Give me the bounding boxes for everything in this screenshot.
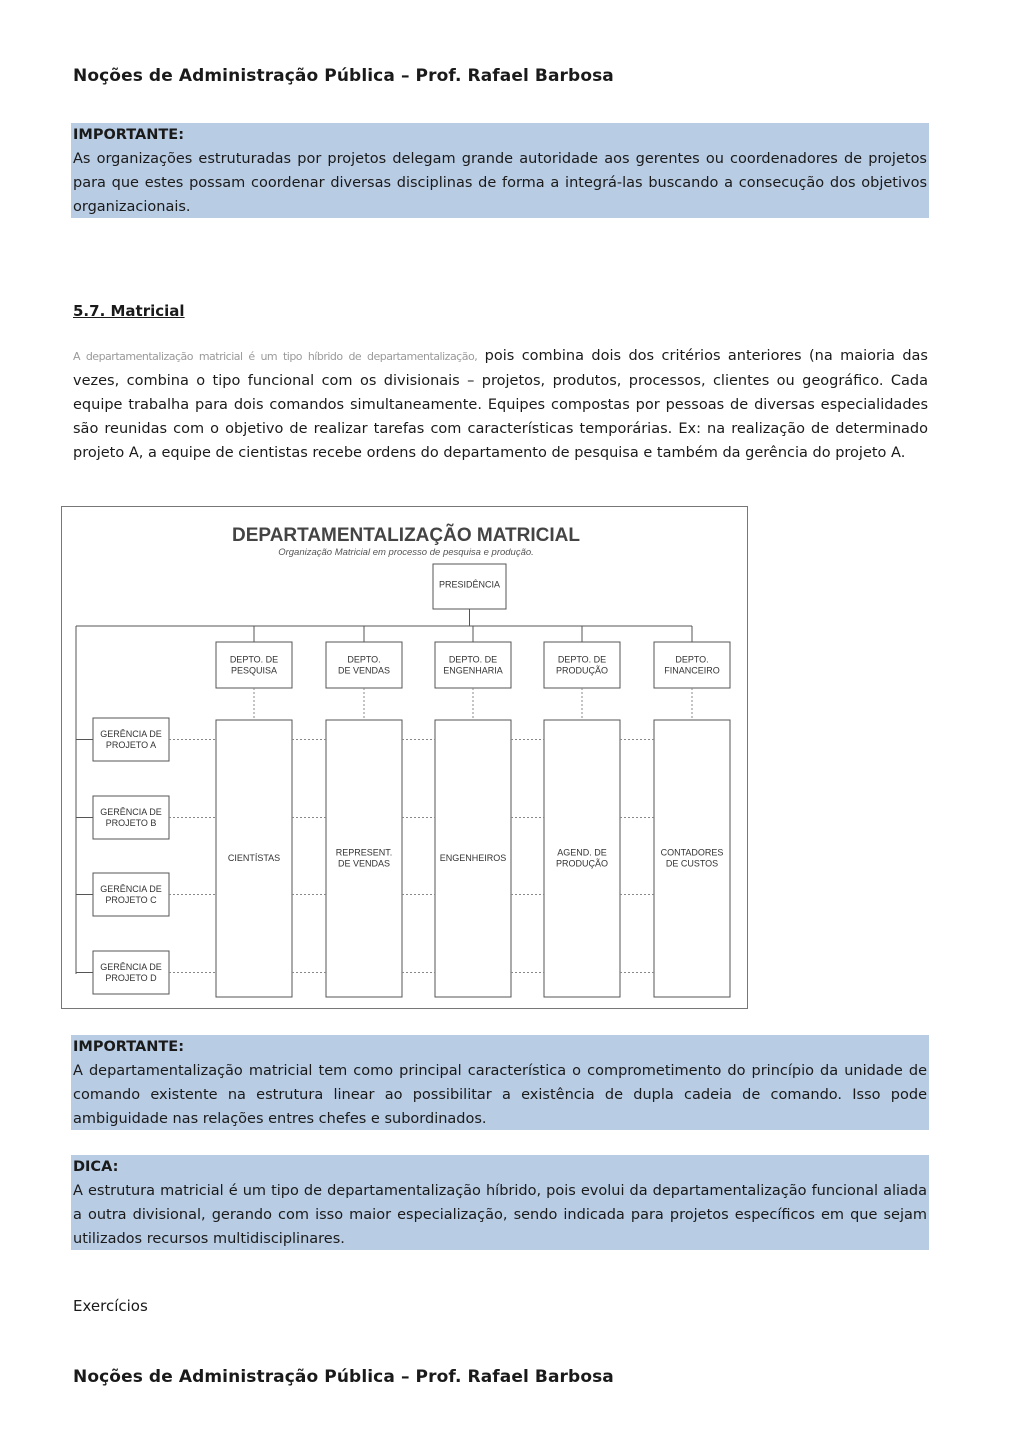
team-label — [556, 848, 608, 869]
tip-text: A estrutura matricial é um tipo de departamentalização híbrido, pois evolui da departamentalização funcional aliada a outra divisional, gerando com isso maior especialização, sendo indicada para projetos específicos em que sejam utilizados recursos multidisciplinares. — [73, 1183, 927, 1247]
important-box-2 — [71, 1035, 929, 1130]
project-label-line: PROJETO C — [105, 895, 157, 905]
project-label-line: GERÊNCIA DE — [100, 884, 162, 894]
department-label — [556, 655, 608, 676]
important-box-1 — [71, 123, 929, 218]
exercises-heading: Exercícios — [73, 1297, 148, 1315]
team-label-line: AGEND. DE — [557, 847, 607, 858]
department-label-line: PESQUISA — [230, 665, 278, 676]
section-title: 5.7. Matricial — [73, 302, 185, 320]
project-label — [100, 884, 162, 905]
project-label-line: GERÊNCIA DE — [100, 807, 162, 817]
team-label-line: CONTADORES — [660, 847, 724, 858]
team-label-line: DE CUSTOS — [665, 858, 719, 869]
team-label-line: REPRESENT. — [335, 847, 393, 858]
department-label-line: DE VENDAS — [337, 665, 391, 676]
project-label — [100, 807, 162, 828]
department-label — [443, 655, 503, 676]
team-label — [661, 848, 724, 869]
paragraph-text: pois combina dois dos critérios anteriores (na maioria das vezes, combina o tipo funcional com os divisionais – projetos, produtos, processos, clientes ou geográfico. Cada equipe trabalha para dois comandos simultaneamente. Equipes compostas por pessoas de diversas especialidades são reunidas com o objetivo de realizar tarefas com características temporárias. Ex: na realização de determinado projeto A, a equipe de cientistas recebe ordens do departamento de pesquisa e também da gerência do projeto A. — [73, 348, 928, 461]
presidency-label — [439, 580, 500, 590]
department-label — [230, 655, 278, 676]
team-label-line: PRODUÇÃO — [555, 858, 609, 869]
department-label-line: PRODUÇÃO — [555, 665, 609, 676]
page-header: Noções de Administração Pública – Prof. Rafael Barbosa — [73, 66, 614, 86]
project-label-line: PROJETO B — [105, 818, 157, 828]
team-label-line: ENGENHEIROS — [439, 853, 507, 863]
team-label — [336, 848, 393, 869]
team-label — [228, 853, 280, 863]
paragraph-lead-faded: A departamentalização matricial é um tipo híbrido de departamentalização, — [73, 350, 478, 363]
important-text-2: A departamentalização matricial tem como principal característica o comprometimento do princípio da unidade de comando existente na estrutura linear ao possibilitar a existência de dupla cadeia de comando. Isso pode ambiguidade nas relações entres chefes e subordinados. — [73, 1063, 927, 1127]
project-label — [100, 962, 162, 983]
important-label: IMPORTANTE: — [73, 127, 185, 143]
project-label-line: PROJETO A — [105, 740, 157, 750]
tip-label: DICA: — [73, 1159, 119, 1175]
important-text: As organizações estruturadas por projetos delegam grande autoridade aos gerentes ou coordenadores de projetos para que estes possam coordenar diversas disciplinas de forma a integrá-las buscando a consecução dos objetivos organizacionais. — [73, 151, 927, 215]
chart-title: DEPARTAMENTALIZAÇÃO MATRICIAL — [232, 525, 580, 546]
org-chart-canvas — [62, 507, 749, 1010]
chart-subtitle: Organização Matricial em processo de pesquisa e produção. — [278, 547, 534, 558]
department-label-line: DEPTO. DE — [557, 654, 607, 665]
project-label — [100, 729, 162, 750]
tip-box — [71, 1155, 929, 1250]
team-label — [440, 853, 507, 863]
department-label-line: ENGENHARIA — [443, 665, 503, 676]
presidency-label-line: PRESIDÊNCIA — [438, 579, 501, 590]
page-footer: Noções de Administração Pública – Prof. Rafael Barbosa — [73, 1367, 614, 1387]
team-label-line: CIENTÍSTAS — [227, 853, 281, 863]
department-label-line: DEPTO. — [675, 654, 709, 665]
important-label-2: IMPORTANTE: — [73, 1039, 185, 1055]
department-label-line: DEPTO. — [347, 654, 381, 665]
department-label-line: DEPTO. DE — [448, 654, 498, 665]
project-label-line: GERÊNCIA DE — [100, 962, 162, 972]
team-label-line: DE VENDAS — [337, 858, 391, 869]
department-label-line: DEPTO. DE — [229, 654, 279, 665]
department-label-line: FINANCEIRO — [664, 665, 720, 676]
body-paragraph — [73, 344, 928, 465]
project-label-line: GERÊNCIA DE — [100, 729, 162, 739]
project-label-line: PROJETO D — [105, 973, 157, 983]
org-chart — [61, 506, 748, 1009]
